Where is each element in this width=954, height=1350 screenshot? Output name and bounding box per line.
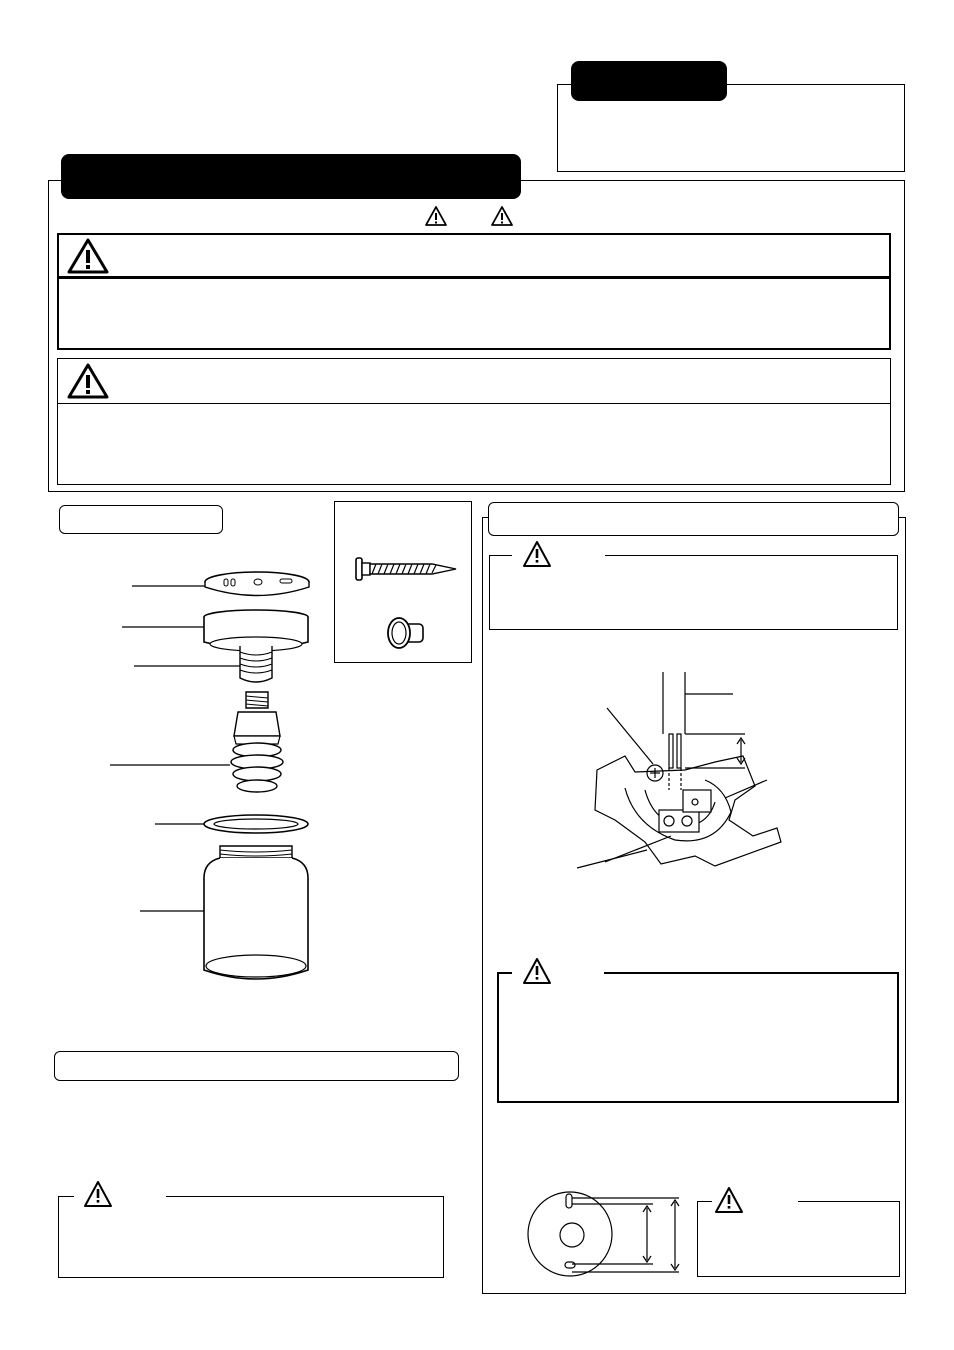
parts-panel-title [59,505,223,534]
legend-caution-icon [490,205,514,227]
wiring-diagram [575,670,785,885]
install-panel-title [488,502,899,536]
wire-connector-illustration [385,616,427,650]
caution-note-2-icon [522,957,552,985]
caution-body [57,403,891,485]
warning-body [57,277,891,350]
mounting-plate-dimension-diagram [525,1188,690,1280]
safety-section-tab [61,154,521,199]
caution-note-4-icon [83,1180,113,1208]
mounting-panel-title [54,1051,459,1081]
caution-note-3-icon [714,1186,744,1214]
warning-triangle-icon [66,237,110,275]
caution-triangle-icon [66,362,110,400]
caution-note-1-icon [522,540,552,568]
install-panel-frame [482,517,906,1294]
warning-header [57,233,891,278]
note-tab [571,61,727,101]
fixture-exploded-diagram [100,560,330,990]
caution-note-2 [497,972,899,1103]
wood-screw-illustration [352,555,458,583]
legend-warning-icon [424,205,448,227]
caution-note-4 [58,1196,444,1278]
caution-header [57,358,891,404]
